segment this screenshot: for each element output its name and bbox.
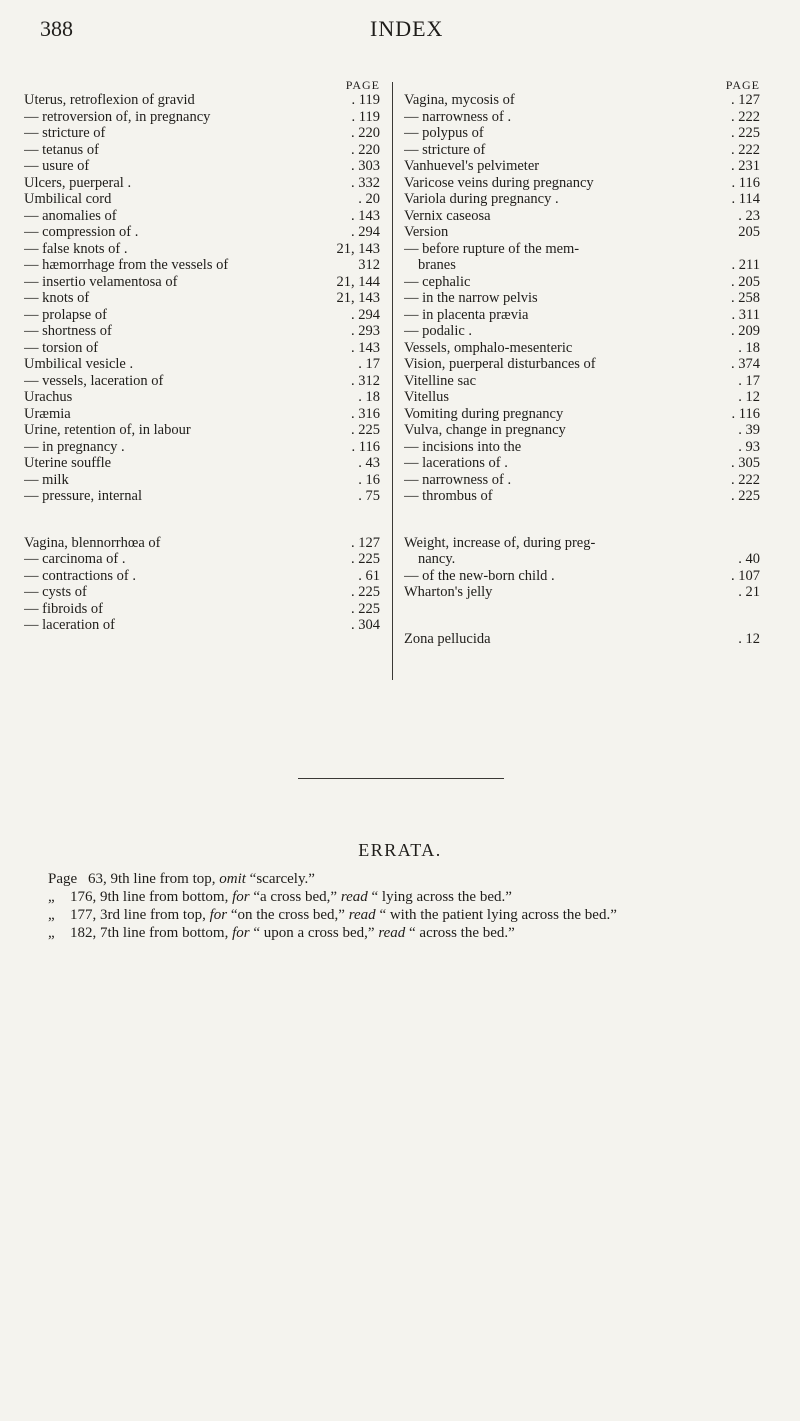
index-entry-text: Urine, retention of, in labour: [24, 422, 191, 438]
index-entry: [24, 551, 380, 568]
errata-mark: „: [48, 889, 55, 905]
index-entry-page: 21, 144: [336, 273, 380, 290]
errata-instruction: for: [232, 925, 250, 941]
index-entry-text: — incisions into the: [404, 438, 522, 455]
index-entry-page: . 220: [351, 125, 380, 141]
index-entry-text: — compression of .: [24, 224, 139, 240]
index-entry-page: . 293: [351, 323, 380, 339]
index-entry-text: — contractions of .: [24, 567, 136, 584]
index-entry: [24, 142, 380, 159]
index-entry: [404, 92, 760, 109]
index-entry-page: . 12: [738, 389, 760, 405]
errata-instruction: read: [340, 889, 368, 905]
index-entry: [404, 191, 760, 208]
index-entry: [404, 356, 760, 373]
index-entry-text: Urachus: [24, 389, 73, 405]
index-entry-page: . 114: [731, 191, 760, 207]
errata-title: ERRATA.: [358, 840, 442, 860]
errata-fragment: 63, 9th line from top,: [88, 871, 220, 887]
index-entry-page: . 311: [731, 306, 760, 323]
index-entry-page: . 20: [358, 191, 380, 207]
index-entry-text: — fibroids of: [24, 600, 103, 617]
index-entry: [404, 584, 760, 601]
index-entry: [404, 389, 760, 406]
index-entry-text: Vernix caseosa: [404, 207, 491, 224]
errata-fragment: “scarcely.”: [245, 871, 315, 887]
index-entry-page: . 75: [358, 488, 380, 504]
index-entry-page: . 116: [731, 405, 760, 422]
index-entry-text: Uterus, retroflexion of gravid: [24, 92, 195, 108]
index-entry: [24, 307, 380, 324]
index-entry-page: . 93: [738, 438, 760, 455]
index-entry-page: . 303: [351, 158, 380, 174]
index-entry-page: . 116: [731, 174, 760, 191]
index-entry: [24, 373, 380, 390]
errata-fragment: “ lying across the bed.”: [367, 889, 512, 905]
index-entry: [404, 488, 760, 505]
index-entry-text: Wharton's jelly: [404, 584, 493, 600]
index-entry-text: Varicose veins during pregnancy: [404, 174, 594, 191]
index-entry-page: . 119: [351, 108, 380, 125]
index-entry-text: — in the narrow pelvis: [404, 290, 538, 306]
entry-group: [404, 92, 760, 505]
index-entry-text: — cysts of: [24, 584, 87, 600]
index-entry: [404, 455, 760, 472]
index-entry: [404, 307, 760, 324]
errata-instruction: omit: [219, 871, 246, 887]
index-entry-page: . 304: [351, 617, 380, 633]
index-entry-page: . 225: [351, 584, 380, 600]
index-entry: [404, 631, 760, 648]
index-entry-page: 205: [738, 224, 760, 240]
index-entry-text: — anomalies of: [24, 207, 117, 224]
index-entry: [24, 92, 380, 109]
index-entry-text: — carcinoma of .: [24, 551, 126, 567]
index-entry: [24, 455, 380, 472]
errata-text: [70, 906, 768, 924]
index-entry-page: . 312: [351, 372, 380, 389]
index-entry: [24, 175, 380, 192]
entry-group: [24, 535, 380, 634]
index-entry-text: — false knots of .: [24, 240, 128, 257]
index-entry-page: . 305: [731, 455, 760, 471]
index-entry-page: . 23: [738, 207, 760, 224]
index-entry-page: . 39: [738, 422, 760, 438]
index-entry: [24, 274, 380, 291]
index-entry-page: . 225: [731, 488, 760, 504]
index-entry-page: . 43: [358, 455, 380, 471]
errata-fragment: “ across the bed.”: [405, 925, 515, 941]
index-entry: [404, 109, 760, 126]
index-entry-page: . 209: [731, 323, 760, 339]
errata-instruction: read: [378, 925, 406, 941]
index-column-left: [24, 78, 380, 634]
index-entry-text: branes: [418, 257, 456, 273]
index-entry-text: — narrowness of .: [404, 108, 512, 125]
index-entry-page: . 18: [358, 389, 380, 405]
index-entry-text: Vagina, mycosis of: [404, 92, 515, 108]
index-entry: [24, 208, 380, 225]
index-entry-page: . 61: [358, 567, 380, 584]
index-entry-text: — vessels, laceration of: [24, 372, 164, 389]
index-entry-text: — torsion of: [24, 339, 99, 356]
index-entry-page: . 119: [351, 92, 380, 108]
index-entry: [404, 208, 760, 225]
running-head: INDEX: [370, 16, 444, 41]
index-entry-text: Vagina, blennorrhœa of: [24, 534, 161, 551]
index-entry-page: . 332: [351, 174, 380, 191]
entry-group: [24, 92, 380, 505]
index-entry-page: . 143: [351, 339, 380, 356]
index-entry: [24, 356, 380, 373]
index-entry: [24, 389, 380, 406]
index-entry-page: . 231: [731, 158, 760, 174]
errata-fragment: 177, 3rd line from top,: [70, 907, 210, 923]
index-entry: [24, 323, 380, 340]
index-entry-page: 21, 143: [336, 290, 380, 306]
index-entry-page: . 222: [731, 471, 760, 488]
index-entry-text: Variola during pregnancy .: [404, 191, 559, 207]
index-entry: [24, 488, 380, 505]
index-entry-page: 21, 143: [336, 240, 380, 257]
column-divider: [392, 82, 393, 680]
index-entry: [404, 551, 760, 568]
index-entry-text: — before rupture of the mem-: [404, 240, 580, 257]
index-entry-text: — usure of: [24, 158, 90, 174]
index-entry-text: Umbilical cord: [24, 191, 112, 207]
index-entry: [24, 109, 380, 126]
errata-mark: Page: [48, 871, 78, 887]
index-entry: [404, 323, 760, 340]
index-entry-page: . 205: [731, 273, 760, 290]
index-entry-text: — stricture of: [24, 125, 106, 141]
index-entry-text: — in pregnancy .: [24, 438, 125, 455]
index-entry-page: . 220: [351, 141, 380, 158]
index-entry-page: . 374: [731, 356, 760, 372]
index-entry-text: — shortness of: [24, 323, 112, 339]
index-entry: [404, 257, 760, 274]
index-entry-text: nancy.: [418, 551, 456, 567]
index-entry: [24, 601, 380, 618]
errata-fragment: “ with the patient lying across the bed.”: [375, 907, 617, 923]
index-column-right: [404, 78, 760, 647]
index-entry-page: . 225: [351, 600, 380, 617]
index-entry: [24, 617, 380, 634]
index-entry-text: Uterine souffle: [24, 455, 112, 471]
index-entry-page: . 294: [351, 306, 380, 323]
index-entry: [404, 142, 760, 159]
errata-list: [48, 870, 768, 942]
index-entry: [24, 191, 380, 208]
errata-instruction: for: [209, 907, 228, 923]
index-entry-text: — pressure, internal: [24, 488, 142, 504]
index-entry-text: — prolapse of: [24, 306, 107, 323]
index-entry: [24, 584, 380, 601]
index-entry: [24, 472, 380, 489]
index-entry-page: . 211: [731, 257, 760, 273]
index-entry: [404, 125, 760, 142]
entry-group: [404, 631, 760, 648]
index-entry-text: — stricture of: [404, 141, 486, 158]
index-entry-text: — hæmorrhage from the vessels of: [24, 257, 229, 273]
page-column-heading: PAGE: [725, 78, 760, 92]
index-entry-text: — polypus of: [404, 125, 484, 141]
index-entry: [404, 373, 760, 390]
index-entry-page: . 222: [731, 108, 760, 125]
errata-text: [88, 870, 768, 888]
index-entry-page: . 225: [351, 551, 380, 567]
index-entry-text: — in placenta prævia: [404, 306, 529, 323]
errata-entry: [48, 906, 768, 924]
index-entry-page: . 21: [738, 584, 760, 600]
index-entry-text: — milk: [24, 471, 69, 488]
index-entry: [24, 340, 380, 357]
errata-entry: [48, 924, 768, 942]
index-entry-page: . 222: [731, 141, 760, 158]
index-entry: [404, 340, 760, 357]
errata-mark: „: [48, 907, 55, 923]
index-entry: [404, 175, 760, 192]
errata-fragment: “on the cross bed,”: [227, 907, 349, 923]
errata-fragment: “ upon a cross bed,”: [249, 925, 379, 941]
index-entry-text: Vessels, omphalo-mesenteric: [404, 339, 573, 356]
index-entry-text: — cephalic: [404, 273, 471, 290]
index-entry-page: 312: [358, 257, 380, 273]
index-entry: [404, 535, 760, 552]
index-entry: [404, 224, 760, 241]
index-entry-text: Version: [404, 224, 449, 240]
index-entry: [24, 439, 380, 456]
index-entry-text: Vomiting during pregnancy: [404, 405, 564, 422]
index-entry-text: Vitelline sac: [404, 372, 477, 389]
index-entry-text: — laceration of: [24, 617, 115, 633]
section-rule: [298, 778, 504, 779]
index-entry: [404, 290, 760, 307]
index-entry-text: — lacerations of .: [404, 455, 508, 471]
errata-entry: [48, 888, 768, 906]
index-entry-page: . 127: [351, 534, 380, 551]
index-entry-page: . 143: [351, 207, 380, 224]
index-entry-page: . 12: [738, 630, 760, 647]
index-entry-page: . 16: [358, 471, 380, 488]
errata-fragment: 182, 7th line from bottom,: [70, 925, 233, 941]
index-entry-text: — retroversion of, in pregnancy: [24, 108, 211, 125]
index-entry: [24, 406, 380, 423]
index-entry-page: . 40: [738, 551, 760, 567]
index-entry-text: — thrombus of: [404, 488, 493, 504]
index-entry-page: . 225: [731, 125, 760, 141]
index-entry-text: — insertio velamentosa of: [24, 273, 178, 290]
errata-text: [70, 924, 768, 942]
errata-instruction: for: [232, 889, 250, 905]
entry-group: [404, 535, 760, 601]
index-entry: [24, 535, 380, 552]
errata-mark: „: [48, 925, 55, 941]
index-entry-page: . 17: [738, 372, 760, 389]
index-entry-text: — podalic .: [404, 323, 473, 339]
index-entry-page: . 225: [351, 422, 380, 438]
page-number: 388: [40, 16, 73, 41]
index-entry: [404, 472, 760, 489]
index-entry-page: . 107: [731, 567, 760, 584]
index-entry-page: . 17: [358, 356, 380, 372]
index-entry: [404, 568, 760, 585]
errata-fragment: 176, 9th line from bottom,: [70, 889, 233, 905]
index-entry-text: Vitellus: [404, 389, 450, 405]
index-entry-text: Umbilical vesicle .: [24, 356, 134, 372]
index-entry-page: . 127: [731, 92, 760, 108]
errata-instruction: read: [348, 907, 376, 923]
errata-entry: [48, 870, 768, 888]
index-entry: [24, 257, 380, 274]
index-entry: [404, 241, 760, 258]
index-entry-text: Zona pellucida: [404, 630, 491, 647]
index-entry-text: Weight, increase of, during preg-: [404, 534, 596, 551]
index-entry-text: Vanhuevel's pelvimeter: [404, 158, 540, 174]
index-entry-text: Vulva, change in pregnancy: [404, 422, 566, 438]
index-entry-text: Uræmia: [24, 405, 71, 422]
index-entry: [404, 439, 760, 456]
errata-text: [70, 888, 768, 906]
page-column-heading: PAGE: [345, 78, 380, 92]
index-entry-page: . 294: [351, 224, 380, 240]
index-entry-text: Ulcers, puerperal .: [24, 174, 132, 191]
index-entry: [24, 241, 380, 258]
index-entry: [24, 290, 380, 307]
index-entry: [404, 158, 760, 175]
index-entry: [24, 568, 380, 585]
index-entry: [24, 158, 380, 175]
index-entry-text: — narrowness of .: [404, 471, 512, 488]
index-entry: [404, 406, 760, 423]
index-entry-text: — of the new-born child .: [404, 567, 555, 584]
index-entry-text: Vision, puerperal disturbances of: [404, 356, 596, 372]
index-entry: [24, 224, 380, 241]
index-entry-text: — knots of: [24, 290, 90, 306]
index-entry-page: . 18: [738, 339, 760, 356]
index-entry-page: . 258: [731, 290, 760, 306]
index-entry: [404, 274, 760, 291]
index-entry: [24, 125, 380, 142]
errata-fragment: “a cross bed,”: [249, 889, 341, 905]
index-entry-page: . 316: [351, 405, 380, 422]
index-entry-text: — tetanus of: [24, 141, 99, 158]
index-entry-page: . 116: [351, 438, 380, 455]
index-entry: [24, 422, 380, 439]
index-entry: [404, 422, 760, 439]
